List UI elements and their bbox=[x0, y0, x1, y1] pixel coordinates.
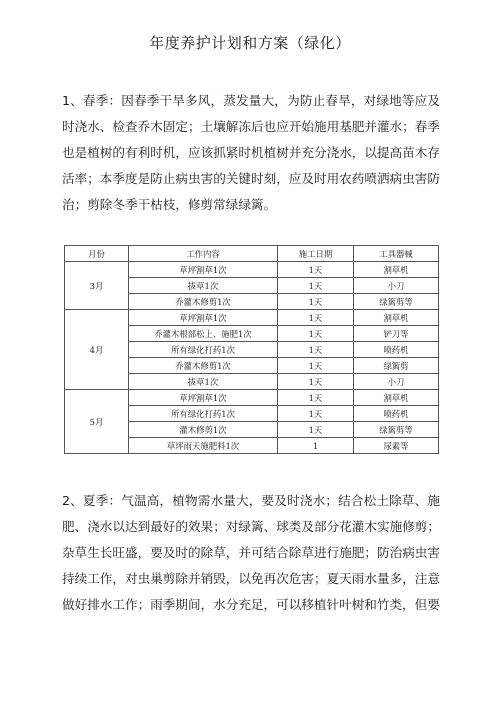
tool-cell: 小刀 bbox=[354, 278, 439, 294]
tool-cell: 绿篱剪等 bbox=[354, 422, 439, 438]
work-cell: 乔灌木修剪1次 bbox=[129, 358, 278, 374]
month-cell: 3月 bbox=[65, 262, 129, 310]
work-cell: 拔草1次 bbox=[129, 374, 278, 390]
table-header-row bbox=[65, 246, 439, 262]
work-cell: 草坪割草1次 bbox=[129, 262, 278, 278]
date-cell: 1天 bbox=[278, 374, 354, 390]
work-cell: 乔灌木修剪1次 bbox=[129, 294, 278, 310]
header-work-date: 施工日期 bbox=[278, 246, 354, 262]
date-cell: 1天 bbox=[278, 326, 354, 342]
document-title: 年度养护计划和方案（绿化） bbox=[149, 34, 351, 52]
table-row bbox=[65, 310, 439, 326]
work-cell: 灌木修剪1次 bbox=[129, 422, 278, 438]
work-cell: 拔草1次 bbox=[129, 278, 278, 294]
date-cell: 1天 bbox=[278, 262, 354, 278]
date-cell: 1天 bbox=[278, 406, 354, 422]
work-cell: 草坪雨天施肥料1次 bbox=[129, 438, 278, 454]
date-cell: 1天 bbox=[278, 310, 354, 326]
work-cell: 乔灌木根部松上、施肥1次 bbox=[129, 326, 278, 342]
header-tools: 工具器械 bbox=[354, 246, 439, 262]
tool-cell: 割草机 bbox=[354, 262, 439, 278]
spring-paragraph: 1、春季：因春季干旱多风，蒸发量大，为防止春旱，对绿地等应及时浇水、检查乔木固定；土壤解冻后也应开始施用基肥并灌水；春季也是植树的有利时机，应该抓紧时机植树并充分浇水，以提高苗木存活率；本季度是防止病虫害的关键时刻，应及时用农药喷洒病虫害防治；剪除冬季干枯枝，修剪常绿绿篱。 bbox=[62, 93, 440, 212]
tool-cell: 尿素等 bbox=[354, 438, 439, 454]
tool-cell: 割草机 bbox=[354, 310, 439, 326]
header-work-content: 工作内容 bbox=[129, 246, 278, 262]
tool-cell: 绿篱剪等 bbox=[354, 294, 439, 310]
tool-cell: 绿篱剪 bbox=[354, 358, 439, 374]
tool-cell: 铲刀等 bbox=[354, 326, 439, 342]
month-cell: 5月 bbox=[65, 390, 129, 454]
tool-cell: 喷药机 bbox=[354, 406, 439, 422]
tool-cell: 割草机 bbox=[354, 390, 439, 406]
date-cell: 1天 bbox=[278, 294, 354, 310]
date-cell: 1天 bbox=[278, 422, 354, 438]
work-cell: 草坪割草1次 bbox=[129, 390, 278, 406]
date-cell: 1天 bbox=[278, 278, 354, 294]
date-cell: 1 bbox=[278, 438, 354, 454]
work-cell: 所有绿化打药1次 bbox=[129, 342, 278, 358]
work-cell: 草坪割草1次 bbox=[129, 310, 278, 326]
date-cell: 1天 bbox=[278, 342, 354, 358]
maintenance-plan-table bbox=[64, 245, 439, 454]
table-row bbox=[65, 390, 439, 406]
table-row bbox=[65, 262, 439, 278]
summer-paragraph: 2、夏季：气温高，植物需水量大，要及时浇水；结合松土除草、施肥、浇水以达到最好的效果；对绿篱、球类及部分花灌木实施修剪；杂草生长旺盛，要及时的除草，并可结合除草进行施肥；防治病虫害持续工作，对虫巢剪除并销毁，以免再次危害；夏天雨水量多，注意做好排水工作；雨季期间，水分充足，可以移植针叶树和竹类，但要 bbox=[62, 493, 440, 612]
date-cell: 1天 bbox=[278, 390, 354, 406]
month-cell: 4月 bbox=[65, 310, 129, 390]
header-month: 月份 bbox=[65, 246, 129, 262]
tool-cell: 喷药机 bbox=[354, 342, 439, 358]
date-cell: 1天 bbox=[278, 358, 354, 374]
work-cell: 所有绿化打药1次 bbox=[129, 406, 278, 422]
tool-cell: 小刀 bbox=[354, 374, 439, 390]
